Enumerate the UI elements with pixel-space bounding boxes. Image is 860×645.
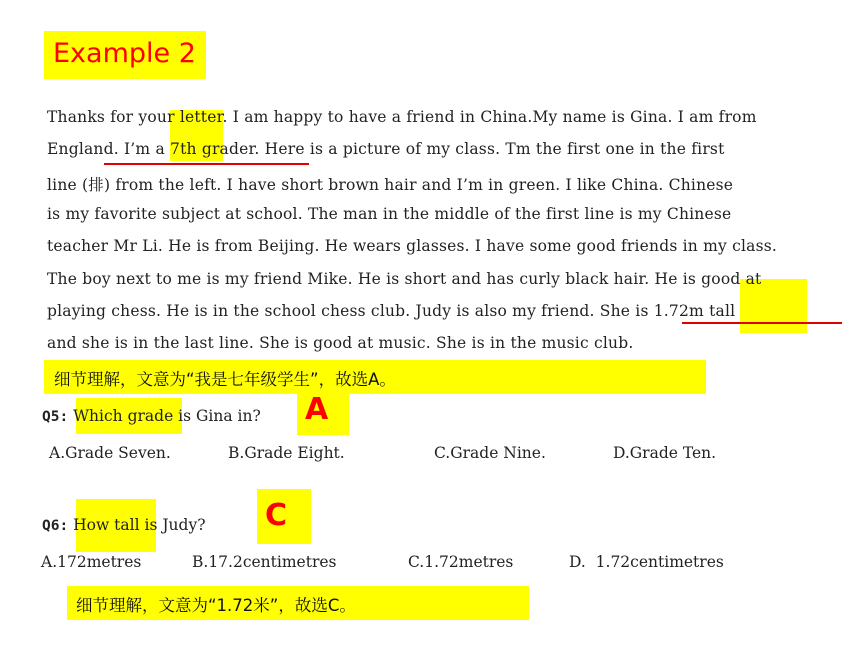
underline-1-72m-tall [682, 322, 842, 324]
question-6-text: How tall is Judy? [68, 516, 206, 534]
q6-option-a: A.172metres [41, 553, 142, 571]
question-5-number: Q5: [42, 409, 69, 425]
passage-line-3: line (排) from the left. I have short brown hair and I’m in green. I like China. Chinese [47, 176, 734, 194]
q6-option-b: B.17.2centimetres [192, 553, 337, 571]
question-5 [42, 407, 261, 425]
passage-line-4: is my favorite subject at school. The man in the middle of the first line is my Chinese [47, 205, 732, 223]
q6-option-d: D. 1.72centimetres [569, 553, 724, 571]
question-5-text: Which grade is Gina in? [68, 407, 261, 425]
answer-5: A [305, 392, 329, 427]
answer-6: C [265, 498, 288, 533]
underline-7th-grader [104, 163, 309, 165]
q5-option-b: B.Grade Eight. [228, 444, 345, 462]
q5-option-d: D.Grade Ten. [613, 444, 717, 462]
passage-line-6: The boy next to me is my friend Mike. He is short and has curly black hair. He is good at [47, 270, 762, 288]
passage-line-8: and she is in the last line. She is good at music. She is in the music club. [47, 334, 634, 352]
note2-text: 细节理解，文意为“1.72米”，故选C。 [76, 596, 356, 615]
passage-line-7: playing chess. He is in the school chess club. Judy is also my friend. She is 1.72m tall [47, 302, 736, 320]
q5-option-a: A.Grade Seven. [49, 444, 171, 462]
question-6 [42, 516, 206, 534]
q5-option-c: C.Grade Nine. [434, 444, 546, 462]
q6-option-c: C.1.72metres [408, 553, 514, 571]
passage-line-1: Thanks for your letter. I am happy to have a friend in China.My name is Gina. I am from [47, 108, 757, 126]
page-title: Example 2 [53, 38, 196, 69]
question-6-number: Q6: [42, 518, 69, 534]
note1-text: 细节理解，文意为“我是七年级学生”，故选A。 [54, 370, 396, 389]
passage-line-5: teacher Mr Li. He is from Beijing. He wears glasses. I have some good friends in my class. [47, 237, 778, 255]
passage-line-2: England. I’m a 7th grader. Here is a picture of my class. Tm the first one in the first [47, 140, 725, 158]
